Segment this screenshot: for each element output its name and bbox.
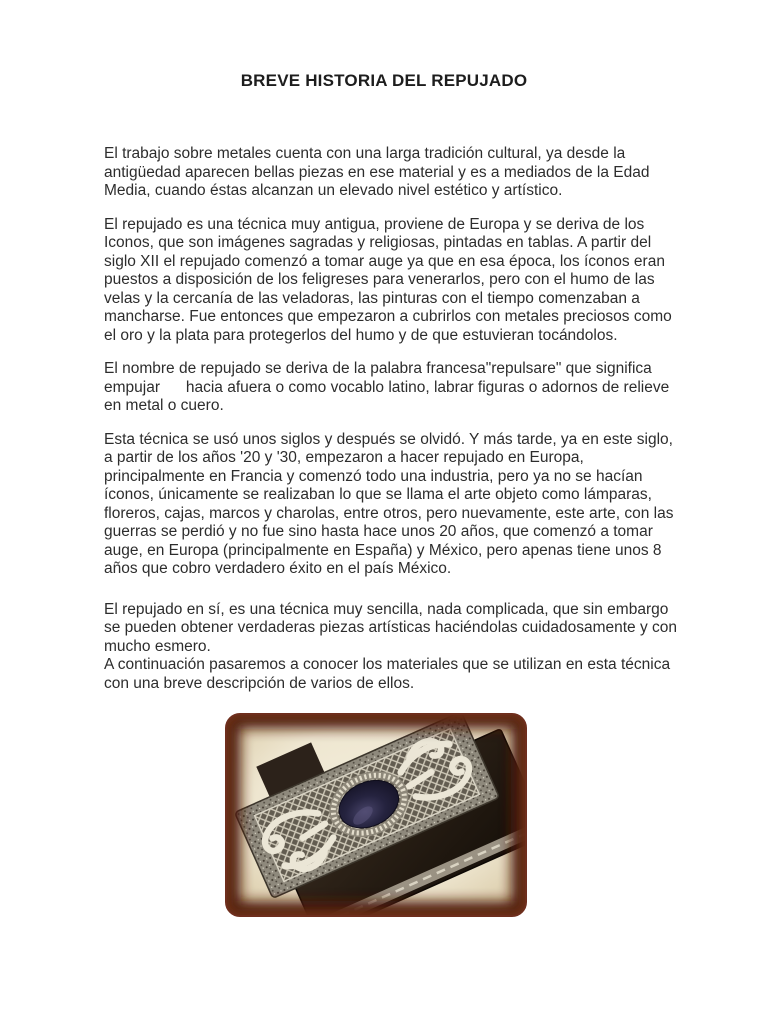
- paragraph-2: El repujado es una técnica muy antigua, proviene de Europa y se deriva de los Iconos, que son imágenes sagradas y religiosas, pintadas en tablas. A partir del siglo XII el repujado comenzó a tomar auge ya que en esa época, los íconos eran puestos a disposición de los feligreses para venerarlos, pero con el humo de las velas y la cercanía de las veladoras, las pinturas con el tiempo comenzaban a mancharse. Fue entonces que empezaron a cubrirlos con metales preciosos como el oro y la plata para protegerlos del humo y de que estuvieran tocándolos.: [104, 215, 677, 344]
- paragraph-5: El repujado en sí, es una técnica muy sencilla, nada complicada, que sin embargo se pueden obtener verdaderas piezas artísticas haciéndolas cuidadosamente y con mucho esmero.: [104, 600, 682, 655]
- paragraph-1: El trabajo sobre metales cuenta con una larga tradición cultural, ya desde la antigüedad aparecen bellas piezas en ese material y es a mediados de la Edad Media, cuando éstas alcanzan un elevado nivel estético y artístico.: [104, 145, 654, 199]
- caja-repujada-photo: [225, 713, 527, 917]
- document-body: [104, 145, 682, 917]
- paragraph-6: A continuación pasaremos a conocer los materiales que se utilizan en esta técnica con una breve descripción de varios de ellos.: [104, 656, 675, 692]
- page-title: BREVE HISTORIA DEL REPUJADO: [240, 71, 528, 90]
- repujado-box-illustration: [225, 713, 527, 917]
- paragraph-3: El nombre de repujado se deriva de la palabra francesa"repulsare" que significa empujar hacia afuera o como vocablo latino, labrar figuras o adornos de relieve en metal o cuero.: [104, 360, 674, 414]
- paragraph-4: Esta técnica se usó unos siglos y después se olvidó. Y más tarde, ya en este siglo, a partir de los años '20 y '30, empezaron a hacer repujado en Europa, principalmente en Francia y comenzó todo una industria, pero ya no se hacían íconos, únicamente se realizaban lo que se llama el arte objeto como lámparas, floreros, cajas, marcos y charolas, entre otros, pero nuevamente, este arte, con las guerras se perdió y no fue sino hasta hace unos 20 años, que comenzó a tomar auge, en Europa (principalmente en España) y México, pero apenas tiene unos 8 años que cobro verdadero éxito en el país México.: [104, 430, 678, 577]
